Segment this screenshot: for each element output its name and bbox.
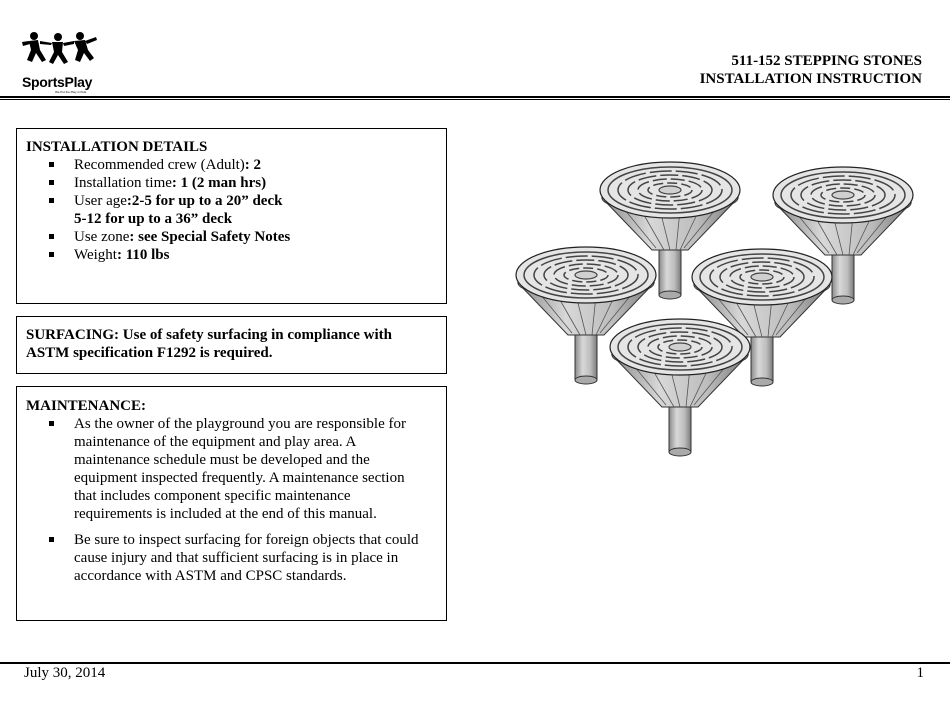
- stepping-stones-illustration: [510, 140, 930, 480]
- surfacing-line-1: SURFACING: Use of safety surfacing in compliance with: [26, 327, 392, 343]
- list-item: As the owner of the playground you are responsible for maintenance of the equipment and play area. A maintenance schedule must be developed and the equipment inspected frequently. A maintenance section that includes component specific maintenance requirements is included at the end of this manual.: [26, 415, 437, 523]
- document-title: [700, 52, 922, 88]
- list-item: Use zone: see Special Safety Notes: [26, 228, 437, 246]
- header-rule-thin: [0, 99, 950, 100]
- sportsplay-logo: [18, 28, 108, 98]
- bullet-icon: [49, 537, 54, 542]
- list-item: Installation time: 1 (2 man hrs): [26, 174, 437, 192]
- kids-silhouette-icon: [18, 28, 108, 74]
- surfacing-line-2: ASTM specification F1292 is required.: [26, 345, 273, 361]
- footer-rule: [0, 662, 950, 664]
- title-line-1: 511-152 STEPPING STONES: [731, 53, 922, 69]
- header-rule: [0, 96, 950, 98]
- installation-heading: INSTALLATION DETAILS: [26, 139, 208, 155]
- list-item: Recommended crew (Adult): 2: [26, 156, 437, 174]
- footer-date: July 30, 2014: [24, 665, 106, 681]
- title-line-2: INSTALLATION INSTRUCTION: [699, 71, 922, 87]
- installation-details-box: [16, 128, 447, 304]
- bullet-icon: [49, 421, 54, 426]
- maintenance-list: [26, 415, 437, 585]
- bullet-icon: [49, 234, 54, 239]
- age-line-2: 5-12 for up to a 36” deck: [74, 211, 233, 227]
- list-item: Be sure to inspect surfacing for foreign objects that could cause injury and that sufficient surfacing is in place in accordance with ASTM and CPSC standards.: [26, 531, 437, 585]
- bullet-icon: [49, 180, 54, 185]
- page-number: 1: [916, 665, 924, 681]
- list-item: Weight: 110 lbs: [26, 246, 437, 264]
- stone-front: [610, 319, 750, 456]
- maintenance-heading: MAINTENANCE:: [26, 398, 146, 414]
- list-item: User age:2-5 for up to a 20” deck: [26, 192, 437, 210]
- logo-tagline: We Put the Play in Kids: [55, 90, 87, 94]
- installation-list: [26, 156, 437, 264]
- surfacing-box: [16, 316, 447, 374]
- maintenance-box: [16, 386, 447, 621]
- logo-text: SportsPlay: [22, 74, 93, 90]
- bullet-icon: [49, 252, 54, 257]
- bullet-icon: [49, 198, 54, 203]
- bullet-icon: [49, 162, 54, 167]
